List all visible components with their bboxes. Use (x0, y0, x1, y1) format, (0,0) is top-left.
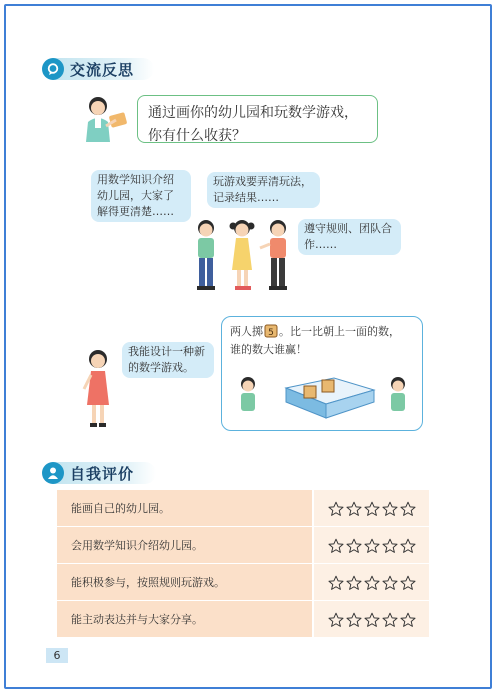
teacher-bubble-line-1: 通过画你的幼儿园和玩数学游戏， (148, 105, 358, 121)
dice-game-illustration (234, 368, 414, 424)
star-icon[interactable] (364, 538, 380, 554)
star-icon[interactable] (400, 612, 416, 628)
chat-icon (42, 58, 64, 80)
girl-illustration (80, 349, 116, 429)
die-face: 5 (268, 328, 274, 338)
star-icon[interactable] (346, 538, 362, 554)
kid-speech-bubble-1 (91, 170, 191, 222)
table-row (57, 564, 429, 601)
star-icon[interactable] (382, 612, 398, 628)
teacher-illustration (78, 96, 130, 142)
evaluation-item: 能画自己的幼儿园。 (57, 490, 313, 527)
star-rating[interactable] (313, 564, 429, 601)
page-number: 6 (46, 648, 68, 663)
game-text: 。比一比朝上一面的数， (279, 325, 400, 338)
star-icon[interactable] (382, 501, 398, 517)
star-icon[interactable] (328, 538, 344, 554)
section-title: 自我评价 (70, 464, 135, 483)
star-icon[interactable] (364, 501, 380, 517)
evaluation-item: 能主动表达并与大家分享。 (57, 601, 313, 638)
star-icon[interactable] (328, 612, 344, 628)
bubble-line: 的数学游戏。 (128, 361, 194, 374)
section-title: 交流反思 (70, 60, 135, 79)
star-icon[interactable] (400, 575, 416, 591)
self-evaluation-table (57, 489, 429, 637)
star-icon[interactable] (346, 575, 362, 591)
star-icon[interactable] (382, 575, 398, 591)
three-children-illustration (186, 216, 296, 294)
star-icon[interactable] (364, 575, 380, 591)
bubble-line: 玩游戏要弄清玩法， (213, 175, 312, 188)
bubble-line: 解得更清楚…… (97, 205, 174, 218)
kid-speech-bubble-2 (207, 172, 320, 208)
bubble-line: 我能设计一种新 (128, 345, 205, 358)
star-icon[interactable] (382, 538, 398, 554)
star-icon[interactable] (400, 538, 416, 554)
section-header-self-evaluation (44, 462, 156, 484)
section-header-reflection (44, 58, 154, 80)
game-text: 两人掷 (230, 325, 263, 338)
evaluation-item: 会用数学知识介绍幼儿园。 (57, 527, 313, 564)
star-icon[interactable] (346, 501, 362, 517)
teacher-speech-bubble (137, 95, 378, 143)
star-icon[interactable] (400, 501, 416, 517)
kid-speech-bubble-3 (298, 219, 401, 255)
bubble-line: 记录结果…… (213, 191, 279, 204)
bubble-line: 作…… (304, 238, 337, 251)
teacher-bubble-line-2: 你有什么收获？ (148, 128, 246, 144)
bubble-line: 遵守规则、团队合 (304, 222, 392, 235)
evaluation-item: 能积极参与，按照规则玩游戏。 (57, 564, 313, 601)
table-row (57, 601, 429, 638)
bubble-line: 幼儿园，大家了 (97, 189, 174, 202)
die-icon (264, 324, 278, 338)
table-row (57, 527, 429, 564)
game-rule-line-1 (230, 323, 414, 341)
girl-speech-bubble (122, 342, 214, 378)
star-icon[interactable] (328, 501, 344, 517)
person-icon (42, 462, 64, 484)
star-icon[interactable] (328, 575, 344, 591)
star-rating[interactable] (313, 601, 429, 638)
star-icon[interactable] (346, 612, 362, 628)
table-row (57, 490, 429, 527)
star-icon[interactable] (364, 612, 380, 628)
star-rating[interactable] (313, 527, 429, 564)
bubble-line: 用数学知识介绍 (97, 173, 174, 186)
game-rule-line-2: 谁的数大谁赢！ (230, 343, 307, 356)
star-rating[interactable] (313, 490, 429, 527)
